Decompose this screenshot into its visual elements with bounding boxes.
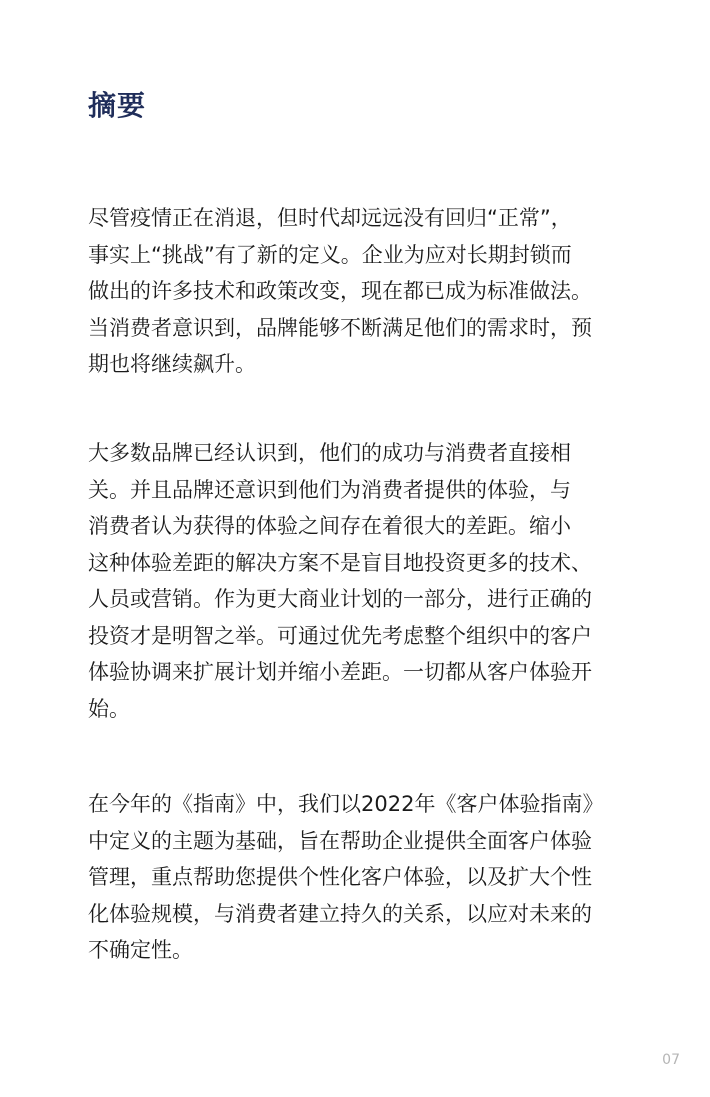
paragraph-2 (88, 435, 633, 727)
paragraph-line: 始。 (88, 696, 130, 721)
page-title: 摘要 (88, 89, 147, 122)
paragraph-line: 消费者认为获得的体验之间存在着很大的差距。缩小 (88, 514, 571, 538)
paragraph-line: 投资才是明智之举。可通过优先考虑整个组织中的客户 (88, 623, 592, 648)
paragraph-line: 当消费者意识到，品牌能够不断满足他们的需求时，预 (88, 315, 592, 340)
paragraph-1 (88, 200, 633, 383)
page-number: 07 (662, 1052, 680, 1068)
paragraph-line: 期也将继续飙升。 (88, 352, 256, 376)
paragraph-line: 人员或营销。作为更大商业计划的一部分，进行正确的 (88, 587, 592, 611)
paragraph-line: 尽管疫情正在消退，但时代却远远没有回归“正常”， (88, 206, 572, 230)
paragraph-line: 在今年的《指南》中，我们以2022年《客户体验指南》 (88, 792, 604, 816)
paragraph-line: 事实上“挑战”有了新的定义。企业为应对长期封锁而 (88, 242, 572, 267)
paragraph-line: 做出的许多技术和政策改变，现在都已成为标准做法。 (88, 279, 592, 303)
paragraph-line: 化体验规模，与消费者建立持久的关系，以应对未来的 (88, 901, 592, 926)
paragraph-3 (88, 786, 633, 969)
paragraph-line: 这种体验差距的解决方案不是盲目地投资更多的技术、 (88, 550, 592, 575)
paragraph-line: 大多数品牌已经认识到，他们的成功与消费者直接相 (88, 441, 571, 465)
paragraph-line: 管理，重点帮助您提供个性化客户体验，以及扩大个性 (88, 865, 592, 889)
paragraph-line: 体验协调来扩展计划并缩小差距。一切都从客户体验开 (88, 660, 592, 684)
paragraph-line: 不确定性。 (88, 938, 193, 962)
paragraph-line: 关。并且品牌还意识到他们为消费者提供的体验，与 (88, 477, 571, 502)
paragraph-line: 中定义的主题为基础，旨在帮助企业提供全面客户体验 (88, 828, 592, 853)
